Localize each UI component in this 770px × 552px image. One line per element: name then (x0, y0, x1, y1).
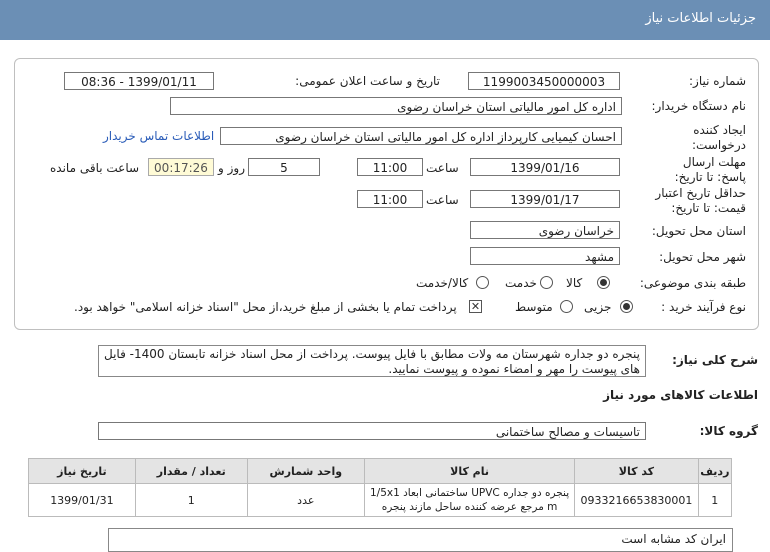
category-both-radio[interactable] (476, 276, 489, 289)
process-medium-radio[interactable] (560, 300, 573, 313)
validity-date-field[interactable]: 1399/01/17 (470, 190, 620, 208)
row-unit: عدد (247, 484, 364, 517)
need-number-field[interactable]: 1199003450000003 (468, 72, 620, 90)
process-minor-radio[interactable] (620, 300, 633, 313)
category-goods-radio[interactable] (597, 276, 610, 289)
days-field[interactable]: 5 (248, 158, 320, 176)
deadline-date-field[interactable]: 1399/01/16 (470, 158, 620, 176)
category-label: طبقه بندی موضوعی: (639, 276, 746, 290)
col-code: کد کالا (575, 459, 698, 484)
goods-section-title: اطلاعات کالاهای مورد نیاز (603, 388, 758, 402)
goods-group-label: گروه کالا: (699, 424, 758, 438)
table-row (29, 484, 732, 517)
row-number: 1 (698, 484, 731, 517)
buyer-label: نام دستگاه خریدار: (651, 99, 746, 113)
validity-label: حداقل تاریخ اعتبار قیمت: تا تاریخ: (655, 186, 746, 215)
deadline-label: مهلت ارسال پاسخ: تا تاریخ: (674, 155, 746, 184)
process-medium-label: متوسط (515, 300, 553, 314)
buyer-contact-link[interactable]: اطلاعات تماس خریدار (103, 129, 215, 143)
validity-time-label: ساعت (426, 193, 459, 207)
treasury-payment-text: پرداخت تمام یا بخشی از مبلغ خرید،از محل "اسناد خزانه اسلامی" خواهد بود. (74, 300, 457, 314)
category-both-label: کالا/خدمت (416, 276, 469, 290)
province-field[interactable]: خراسان رضوی (470, 221, 620, 239)
category-goods-label: کالا (566, 276, 583, 290)
validity-time-field[interactable]: 11:00 (357, 190, 423, 208)
treasury-payment-checkbox[interactable]: ✕ (470, 300, 481, 313)
city-label: شهر محل تحویل: (659, 250, 746, 264)
announce-datetime-field[interactable]: 1399/01/11 - 08:36 (64, 72, 214, 90)
days-label: روز و (218, 161, 245, 175)
category-service-label: خدمت (505, 276, 537, 290)
description-label: شرح کلی نیاز: (672, 353, 758, 367)
col-row: ردیف (698, 459, 731, 484)
deadline-time-label: ساعت (426, 161, 459, 175)
buyer-field[interactable]: اداره کل امور مالیاتی استان خراسان رضوی (170, 97, 622, 115)
row-qty: 1 (135, 484, 247, 517)
announce-label: تاریخ و ساعت اعلان عمومی: (295, 74, 440, 88)
col-date: تاریخ نیاز (29, 459, 136, 484)
city-field[interactable]: مشهد (470, 247, 620, 265)
goods-table (28, 458, 732, 517)
goods-table-header (29, 459, 732, 484)
creator-field[interactable]: احسان کیمیایی کارپرداز اداره کل امور مالیاتی استان خراسان رضوی (220, 127, 622, 145)
remaining-time-label: ساعت باقی مانده (50, 161, 140, 175)
col-qty: تعداد / مقدار (135, 459, 247, 484)
col-name: نام کالا (364, 459, 574, 484)
process-minor-label: جزیی (584, 300, 612, 314)
goods-group-field[interactable]: تاسیسات و مصالح ساختمانی (98, 422, 646, 440)
need-number-label: شماره نیاز: (689, 74, 746, 88)
page-header (0, 0, 770, 40)
buyer-note-box: ایران کد مشابه است (108, 528, 733, 552)
row-code: 0933216653830001 (575, 484, 698, 517)
creator-label: ایجاد کننده درخواست: (692, 123, 746, 152)
remaining-time-field: 00:17:26 (148, 158, 214, 176)
page-title: جزئیات اطلاعات نیاز (645, 11, 756, 26)
process-label: نوع فرآیند خرید : (661, 300, 746, 314)
row-date: 1399/01/31 (29, 484, 136, 517)
description-box: پنجره دو جداره شهرستان مه ولات مطابق با فایل پیوست. پرداخت از محل اسناد خزانه تابستان 1400- فایل های پیوست را مهر و امضاء نموده و پیوست نمایید. (98, 345, 646, 377)
col-unit: واحد شمارش (247, 459, 364, 484)
deadline-time-field[interactable]: 11:00 (357, 158, 423, 176)
category-service-radio[interactable] (540, 276, 553, 289)
province-label: استان محل تحویل: (651, 224, 746, 238)
row-name: پنجره دو جداره UPVC ساختمانی ابعاد 1/5x1 m مرجع عرضه کننده ساحل مازند پنجره (364, 484, 574, 517)
